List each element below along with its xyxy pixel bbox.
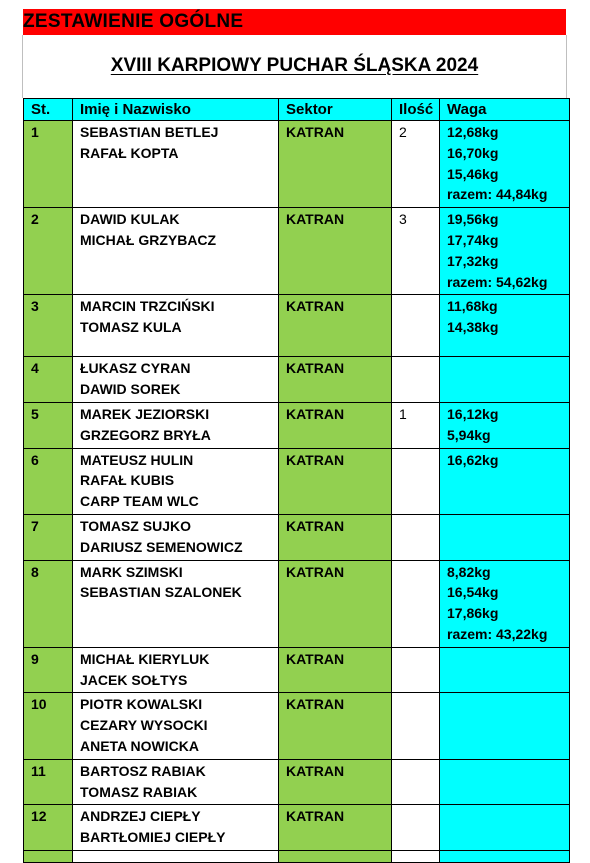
sector-cell: KATRAN: [279, 759, 392, 805]
weight-value: 16,70kg: [447, 144, 499, 161]
competitor-name: ŁUKASZ CYRAN: [80, 360, 191, 377]
sector-cell: KATRAN: [279, 402, 392, 448]
partial-cell: [73, 850, 279, 862]
sector-cell: KATRAN: [279, 647, 392, 693]
competitor-name: ANETA NOWICKA: [80, 737, 199, 754]
competitor-name: CARP TEAM WLC: [80, 493, 199, 510]
weight-value: 15,46kg: [447, 165, 499, 182]
competitor-name: RAFAŁ KUBIS: [80, 472, 175, 489]
partial-cell: [392, 850, 440, 862]
place-cell: 10: [24, 693, 73, 759]
partial-cell: [279, 850, 392, 862]
table-row-partial: [24, 850, 570, 862]
table-row: [24, 402, 570, 448]
table-row: [24, 647, 570, 693]
count-cell: [392, 448, 440, 514]
competitor-name: MICHAŁ GRZYBACZ: [80, 231, 217, 248]
names-cell: [73, 121, 279, 208]
weight-value: 14,38kg: [447, 319, 499, 336]
table-row: [24, 357, 570, 403]
sector-cell: KATRAN: [279, 448, 392, 514]
competitor-name: MARCIN TRZCIŃSKI: [80, 298, 215, 315]
competitor-name: CEZARY WYSOCKI: [80, 717, 208, 734]
names-cell: [73, 514, 279, 560]
weight-cell: [440, 693, 570, 759]
count-cell: [392, 514, 440, 560]
names-cell: [73, 647, 279, 693]
weight-value: 5,94kg: [447, 426, 491, 443]
table-row: [24, 560, 570, 647]
competitor-name: MAREK JEZIORSKI: [80, 405, 210, 422]
place-cell: 7: [24, 514, 73, 560]
document-title: [23, 55, 566, 77]
weight-cell: [440, 357, 570, 403]
names-cell: [73, 759, 279, 805]
competitor-name: DAWID KULAK: [80, 211, 180, 228]
count-cell: [392, 357, 440, 403]
sector-cell: KATRAN: [279, 121, 392, 208]
weight-value: 17,74kg: [447, 231, 499, 248]
names-cell: [73, 402, 279, 448]
names-cell: [73, 208, 279, 295]
weight-value: 8,82kg: [447, 563, 491, 580]
table-row: [24, 121, 570, 208]
place-cell: 8: [24, 560, 73, 647]
frame-right-line: [566, 35, 567, 98]
table-row: [24, 295, 570, 357]
weight-cell: [440, 560, 570, 647]
sector-cell: KATRAN: [279, 560, 392, 647]
weight-cell: [440, 402, 570, 448]
weight-value: 19,56kg: [447, 211, 499, 228]
partial-cell: [24, 850, 73, 862]
names-cell: [73, 805, 279, 851]
weight-cell: [440, 805, 570, 851]
competitor-name: JACEK SOŁTYS: [80, 671, 188, 688]
table-row: [24, 448, 570, 514]
place-cell: 6: [24, 448, 73, 514]
competitor-name: TOMASZ KULA: [80, 319, 182, 336]
weight-value: 16,62kg: [447, 451, 499, 468]
header-name: Imię i Nazwisko: [73, 99, 279, 121]
competitor-name: ANDRZEJ CIEPŁY: [80, 808, 201, 825]
place-cell: 9: [24, 647, 73, 693]
table-row: [24, 693, 570, 759]
weight-cell: [440, 647, 570, 693]
competitor-name: BARTŁOMIEJ CIEPŁY: [80, 829, 226, 846]
weight-cell: [440, 448, 570, 514]
sector-cell: KATRAN: [279, 514, 392, 560]
table-header-row: [24, 99, 570, 121]
weight-value: 16,12kg: [447, 405, 499, 422]
count-cell: [392, 295, 440, 357]
competitor-name: DARIUSZ SEMENOWICZ: [80, 538, 243, 555]
weight-cell: [440, 121, 570, 208]
header-st: St.: [24, 99, 73, 121]
names-cell: [73, 693, 279, 759]
table-row: [24, 805, 570, 851]
weight-value: razem: 44,84kg: [447, 186, 548, 203]
table-row: [24, 759, 570, 805]
header-ilosc: Ilość: [392, 99, 440, 121]
competitor-name: SEBASTIAN SZALONEK: [80, 584, 242, 601]
names-cell: [73, 448, 279, 514]
competitor-name: RAFAŁ KOPTA: [80, 144, 179, 161]
names-cell: [73, 295, 279, 357]
count-cell: [392, 759, 440, 805]
competitor-name: MICHAŁ KIERYLUK: [80, 650, 210, 667]
weight-value: razem: 54,62kg: [447, 273, 548, 290]
count-cell: 2: [392, 121, 440, 208]
count-cell: 1: [392, 402, 440, 448]
weight-cell: [440, 208, 570, 295]
count-cell: [392, 560, 440, 647]
place-cell: 4: [24, 357, 73, 403]
count-cell: [392, 693, 440, 759]
sector-cell: KATRAN: [279, 208, 392, 295]
count-cell: [392, 647, 440, 693]
sector-cell: KATRAN: [279, 357, 392, 403]
weight-value: 16,54kg: [447, 584, 499, 601]
competitor-name: MARK SZIMSKI: [80, 563, 183, 580]
competitor-name: PIOTR KOWALSKI: [80, 696, 203, 713]
weight-value: 17,32kg: [447, 252, 499, 269]
table-body: [24, 121, 570, 863]
partial-cell: [440, 850, 570, 862]
weight-value: 17,86kg: [447, 605, 499, 622]
place-cell: 11: [24, 759, 73, 805]
header-waga: Waga: [440, 99, 570, 121]
sector-cell: KATRAN: [279, 295, 392, 357]
weight-cell: [440, 514, 570, 560]
document-title-text: XVIII KARPIOWY PUCHAR ŚLĄSKA 2024: [110, 55, 479, 76]
competitor-name: MATEUSZ HULIN: [80, 451, 194, 468]
competitor-name: TOMASZ SUJKO: [80, 517, 191, 534]
names-cell: [73, 357, 279, 403]
header-sektor: Sektor: [279, 99, 392, 121]
place-cell: 12: [24, 805, 73, 851]
competitor-name: TOMASZ RABIAK: [80, 783, 198, 800]
weight-value: 11,68kg: [447, 298, 498, 315]
place-cell: 1: [24, 121, 73, 208]
count-cell: 3: [392, 208, 440, 295]
weight-cell: [440, 759, 570, 805]
sector-cell: KATRAN: [279, 693, 392, 759]
table-row: [24, 208, 570, 295]
place-cell: 5: [24, 402, 73, 448]
weight-cell: [440, 295, 570, 357]
weight-value: razem: 43,22kg: [447, 625, 548, 642]
place-cell: 3: [24, 295, 73, 357]
names-cell: [73, 560, 279, 647]
competitor-name: SEBASTIAN BETLEJ: [80, 124, 219, 140]
weight-value: 12,68kg: [447, 124, 499, 140]
place-cell: 2: [24, 208, 73, 295]
competitor-name: GRZEGORZ BRYŁA: [80, 426, 211, 443]
sector-cell: KATRAN: [279, 805, 392, 851]
table-row: [24, 514, 570, 560]
results-table: [23, 98, 570, 863]
count-cell: [392, 805, 440, 851]
sheet-header-title: ZESTAWIENIE OGÓLNE: [23, 11, 244, 32]
competitor-name: DAWID SOREK: [80, 381, 181, 398]
competitor-name: BARTOSZ RABIAK: [80, 762, 206, 779]
